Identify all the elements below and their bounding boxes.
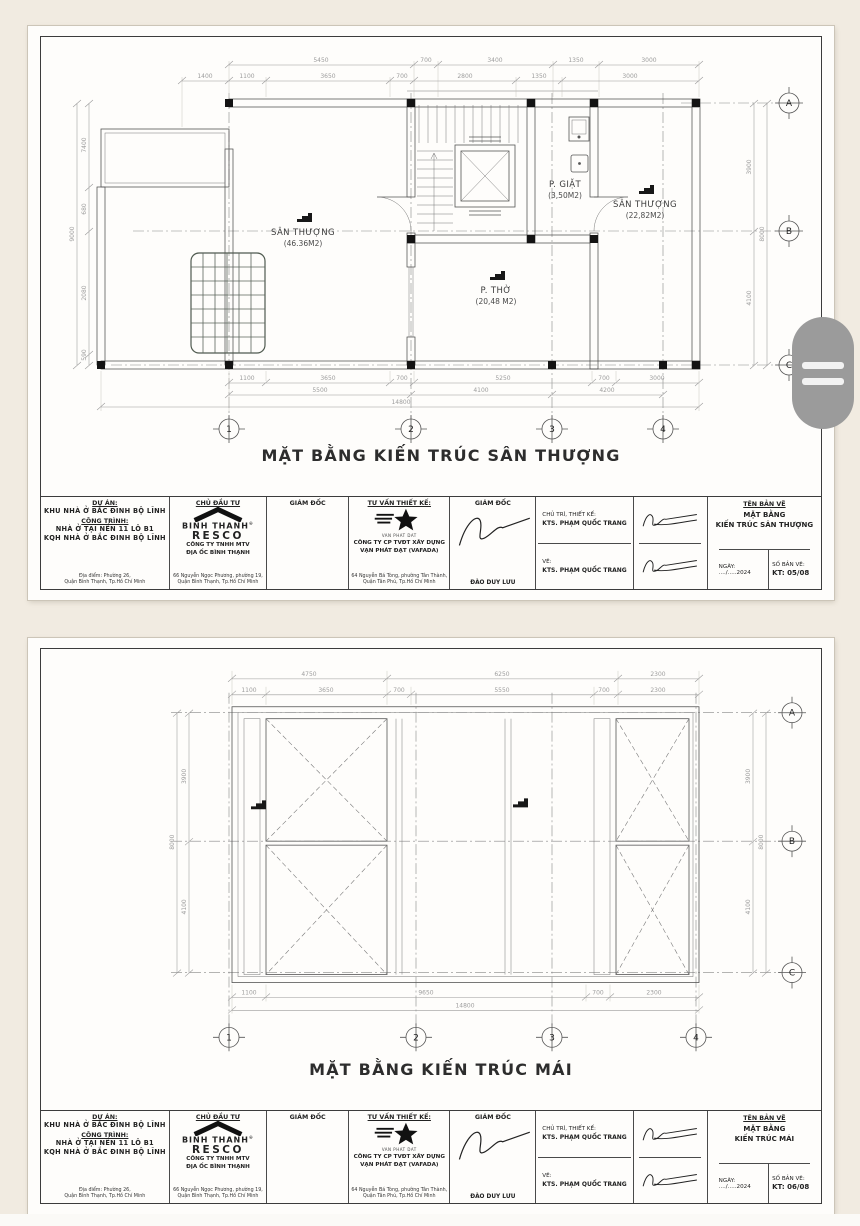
columns	[97, 99, 700, 369]
site-line1: Địa điểm: Phường 26,	[78, 573, 131, 579]
svg-text:1350: 1350	[568, 57, 584, 64]
svg-text:1400: 1400	[197, 73, 213, 80]
svg-text:8000: 8000	[168, 834, 177, 850]
consultant-name2: VẠN PHÁT ĐẠT (VAFADA)	[360, 547, 439, 554]
consultant-addr2: Quận Tân Phú, Tp.Hồ Chí Minh	[362, 579, 436, 585]
director-signed-cell	[450, 497, 536, 589]
room-area: (3,50M2)	[548, 191, 582, 200]
svg-text:4100: 4100	[180, 899, 189, 915]
sheetinfo-cell	[708, 497, 821, 589]
drag-handle-bar	[802, 362, 844, 369]
door-swing-terrace	[377, 197, 411, 231]
svg-text:14800: 14800	[391, 399, 411, 406]
director-label: GIÁM ĐỐC	[289, 500, 326, 507]
lead-label: CHỦ TRÌ, THIẾT KẾ:	[542, 512, 596, 519]
binh-thanh-roof-logo-icon	[189, 507, 247, 522]
grid-bubble-4	[647, 415, 679, 443]
grid-bubble-C	[778, 957, 806, 989]
sheet-name-line1: MẶT BẰNG	[743, 511, 786, 519]
consultant-addr1: 64 Nguyễn Bá Tòng, phường Tân Thành,	[351, 1187, 448, 1193]
number-label: SỐ BẢN VẼ:	[772, 1176, 805, 1182]
investor-label: CHỦ ĐẦU TƯ	[195, 1114, 241, 1121]
sheetinfo-cell	[708, 1111, 821, 1203]
investor-label: CHỦ ĐẦU TƯ	[195, 500, 241, 507]
investor-addr1: 66 Nguyễn Ngọc Phương, phường 19,	[173, 573, 263, 579]
project-cell	[41, 497, 170, 589]
site-line2: Quận Bình Thạnh, Tp.Hồ Chí Minh	[64, 1193, 146, 1199]
svg-text:3650: 3650	[320, 73, 336, 80]
grid-lines	[111, 93, 779, 419]
room-label: P. GIẶT	[548, 180, 582, 190]
work-name1: NHÀ Ở TẠI NỀN 11 LÔ B1	[55, 524, 154, 533]
date-label: NGÀY: ..../.....2024	[718, 563, 751, 576]
railing	[101, 129, 229, 187]
lead-name: KTS. PHẠM QUỐC TRANG	[542, 1134, 627, 1142]
project-name: KHU NHÀ Ở BẮC ĐINH BỘ LĨNH	[43, 1121, 166, 1129]
drawer-name: KTS. PHẠM QUỐC TRANG	[542, 1180, 627, 1188]
designer-cell	[536, 1111, 634, 1203]
work-name1: NHÀ Ở TẠI NỀN 11 LÔ B1	[55, 1138, 154, 1147]
grid-bubble-1	[213, 1023, 245, 1051]
svg-text:4200: 4200	[599, 387, 615, 394]
lead-label: CHỦ TRÌ, THIẾT KẾ:	[542, 1126, 596, 1133]
level-markers	[245, 798, 528, 809]
svg-text:700: 700	[393, 686, 405, 694]
dimension-lines	[169, 671, 770, 1014]
sheet-border-frame	[40, 648, 822, 1204]
room-area: (22,82M2)	[625, 211, 665, 220]
svg-text:3650: 3650	[318, 686, 334, 694]
washing-machine-icon	[569, 117, 589, 141]
designer-cell	[536, 497, 634, 589]
svg-text:1100: 1100	[239, 375, 255, 382]
svg-text:3900: 3900	[746, 159, 753, 175]
svg-text:1100: 1100	[241, 686, 257, 694]
sink-icon	[571, 155, 588, 172]
project-label: DỰ ÁN:	[92, 1114, 118, 1121]
drawer-name: KTS. PHẠM QUỐC TRANG	[542, 566, 627, 574]
grid-bubble-2	[400, 1023, 432, 1051]
svg-text:3650: 3650	[320, 375, 336, 382]
svg-text:2: 2	[413, 1033, 419, 1044]
work-name2: KQH NHÀ Ở BẮC ĐINH BỘ LĨNH	[43, 1147, 166, 1156]
svg-text:1: 1	[226, 1033, 232, 1044]
roof-x-panels	[266, 719, 689, 975]
svg-text:3: 3	[549, 1033, 555, 1044]
svg-text:4: 4	[660, 425, 666, 435]
consultant-name1: CÔNG TY CP TVĐT XÂY DỰNG	[353, 1154, 445, 1160]
architect-signature	[639, 1166, 701, 1194]
consultant-cell	[349, 1111, 450, 1203]
investor-cell	[170, 497, 268, 589]
investor-name1: CÔNG TY TNHH MTV	[186, 542, 250, 549]
grid-lines	[168, 693, 781, 1028]
director2-label: GIÁM ĐỐC	[474, 500, 511, 507]
svg-text:3900: 3900	[180, 768, 189, 785]
staircase	[417, 105, 518, 231]
director-label: GIÁM ĐỐC	[289, 1114, 326, 1121]
svg-text:3000: 3000	[641, 57, 657, 64]
architect-signature	[639, 1120, 701, 1148]
svg-text:680: 680	[81, 203, 88, 215]
svg-text:5250: 5250	[495, 375, 511, 382]
svg-text:A: A	[788, 708, 796, 719]
svg-text:700: 700	[396, 73, 408, 80]
investor-addr1: 66 Nguyễn Ngọc Phương, phường 19,	[173, 1187, 263, 1193]
lead-name: KTS. PHẠM QUỐC TRANG	[542, 520, 627, 528]
sheet-border-frame	[40, 36, 822, 590]
investor-brand2: RESCO	[191, 1143, 244, 1156]
director-signature	[453, 1121, 533, 1169]
room-area: (46.36M2)	[283, 239, 323, 248]
director-signed-cell	[450, 1111, 536, 1203]
drag-handle[interactable]	[792, 317, 854, 429]
number-label: SỐ BẢN VẼ:	[772, 562, 805, 568]
svg-text:8000: 8000	[757, 834, 766, 850]
architect-signature	[639, 552, 701, 580]
svg-text:700: 700	[598, 686, 610, 694]
svg-text:3000: 3000	[622, 73, 638, 80]
grid-bubbles	[213, 697, 806, 1051]
work-name2: KQH NHÀ Ở BẮC ĐINH BỘ LĨNH	[43, 533, 166, 542]
terrace-plan-drawing	[41, 37, 821, 497]
level-marker-icon	[291, 213, 312, 222]
director-signature	[453, 507, 533, 555]
pergola-grid	[191, 253, 265, 353]
elevator-shaft	[455, 137, 515, 215]
svg-text:5500: 5500	[312, 387, 328, 394]
consultant-addr1: 64 Nguyễn Bá Tòng, phường Tân Thành,	[351, 573, 448, 579]
drawer-label: VẼ:	[542, 558, 552, 565]
consultant-label: TƯ VẤN THIẾT KẾ:	[367, 500, 431, 507]
sheet-number-cell	[768, 1164, 810, 1203]
room-label: P. THỜ	[480, 286, 512, 296]
svg-text:9000: 9000	[69, 226, 76, 242]
grid-bubble-B	[775, 215, 803, 247]
dimension-lines	[69, 57, 771, 411]
sheetname-label: TÊN BẢN VẼ	[743, 1115, 786, 1122]
sheet-name-line1: MẶT BẰNG	[743, 1125, 786, 1133]
consultant-addr2: Quận Tân Phú, Tp.Hồ Chí Minh	[362, 1193, 436, 1199]
signature-cell	[634, 1111, 708, 1203]
site-line2: Quận Bình Thạnh, Tp.Hồ Chí Minh	[64, 579, 146, 585]
drawing-sheet-terrace	[28, 26, 834, 600]
work-label: CÔNG TRÌNH:	[81, 1131, 129, 1139]
svg-text:A: A	[785, 99, 793, 109]
date-label: NGÀY: ..../.....2024	[718, 1177, 751, 1190]
sheet-name-line2: KIẾN TRÚC MÁI	[734, 1135, 795, 1143]
grid-bubble-3	[536, 1023, 568, 1051]
work-label: CÔNG TRÌNH:	[81, 517, 129, 525]
project-name: KHU NHÀ Ở BẮC ĐINH BỘ LĨNH	[43, 507, 166, 515]
investor-brand1: BINH THANH®	[181, 1135, 254, 1145]
grid-bubble-2	[395, 415, 427, 443]
svg-text:2800: 2800	[457, 73, 473, 80]
svg-text:5450: 5450	[313, 57, 329, 64]
svg-text:3: 3	[549, 425, 555, 435]
sheet-number-cell	[768, 550, 810, 589]
room-area: (20,48 M2)	[475, 297, 517, 306]
svg-text:3000: 3000	[649, 375, 665, 382]
svg-text:8000: 8000	[759, 226, 766, 242]
plan-title: MẶT BẰNG KIẾN TRÚC MÁI	[309, 1060, 573, 1080]
grid-bubble-1	[213, 415, 245, 443]
svg-text:5550: 5550	[494, 686, 510, 694]
investor-addr2: Quận Bình Thạnh, Tp.Hồ Chí Minh	[177, 1193, 259, 1199]
walls	[97, 91, 700, 369]
invest-name1: CÔNG TY TNHH MTV	[186, 1156, 250, 1163]
investor-brand2: RESCO	[191, 529, 244, 542]
plan-title: MẶT BẰNG KIẾN TRÚC SÂN THƯỢNG	[261, 446, 621, 465]
sheet-number: KT: 06/08	[772, 1183, 810, 1191]
level-marker-icon	[507, 798, 528, 807]
level-marker-icon	[245, 800, 266, 809]
binh-thanh-roof-logo-icon	[189, 1121, 247, 1136]
grid-bubble-A	[778, 697, 806, 729]
svg-text:4100: 4100	[744, 899, 753, 915]
sheet-name-line2: KIẾN TRÚC SÂN THƯỢNG	[715, 521, 814, 529]
title-block	[41, 496, 821, 589]
svg-text:2300: 2300	[650, 670, 666, 678]
svg-text:1100: 1100	[241, 989, 257, 997]
director2-name: ĐÀO DUY LƯU	[470, 580, 516, 586]
svg-text:1100: 1100	[239, 73, 255, 80]
sheet-number: KT: 05/08	[772, 569, 810, 577]
level-marker-icon	[633, 185, 654, 194]
architect-signature	[639, 506, 701, 534]
svg-text:2300: 2300	[646, 989, 662, 997]
grid-bubble-3	[536, 415, 568, 443]
consultant-name2: VẠN PHÁT ĐẠT (VAFADA)	[360, 1161, 439, 1168]
svg-text:6250: 6250	[494, 670, 510, 678]
svg-text:4100: 4100	[473, 387, 489, 394]
project-cell	[41, 1111, 170, 1203]
title-block	[41, 1110, 821, 1203]
director-cell-empty	[267, 497, 349, 589]
svg-text:4: 4	[693, 1033, 699, 1044]
roof-plan-svg	[41, 649, 821, 1111]
roof-outline	[232, 707, 699, 983]
grid-bubbles	[213, 87, 803, 443]
project-label: DỰ ÁN:	[92, 500, 118, 507]
investor-addr2: Quận Bình Thạnh, Tp.Hồ Chí Minh	[177, 579, 259, 585]
grid-bubble-4	[680, 1023, 712, 1051]
svg-text:B: B	[788, 837, 796, 848]
investor-cell	[170, 1111, 268, 1203]
terrace-plan-svg	[41, 37, 821, 497]
site-line1: Địa điểm: Phường 26,	[78, 1187, 131, 1193]
signature-cell	[634, 497, 708, 589]
svg-text:4100: 4100	[746, 290, 753, 306]
consultant-caption: VAN PHAT DAT	[381, 533, 417, 538]
registered-mark: ®	[248, 521, 254, 526]
room-label: SÂN THƯỢNG	[612, 200, 678, 210]
svg-text:1350: 1350	[531, 73, 547, 80]
consultant-name1: CÔNG TY CP TVĐT XÂY DỰNG	[353, 540, 445, 546]
investor-brand1: BINH THANH®	[181, 521, 254, 531]
investor-name2: ĐỊA ỐC BÌNH THẠNH	[186, 1163, 250, 1170]
grid-bubble-A	[775, 87, 803, 119]
roof-plan-drawing	[41, 649, 821, 1111]
svg-text:2: 2	[408, 425, 414, 435]
consultant-cell	[349, 497, 450, 589]
drawer-label: VẼ:	[542, 1172, 552, 1179]
svg-text:700: 700	[592, 989, 604, 997]
svg-text:14800: 14800	[455, 1002, 475, 1010]
svg-text:700: 700	[396, 375, 408, 382]
svg-text:2080: 2080	[81, 285, 88, 301]
vafada-star-logo-icon	[372, 1121, 426, 1147]
room-label: SÂN THƯỢNG	[270, 228, 336, 238]
sheetname-label: TÊN BẢN VẼ	[743, 501, 786, 508]
svg-text:9650: 9650	[418, 989, 434, 997]
svg-text:7400: 7400	[81, 137, 88, 153]
director2-name: ĐÀO DUY LƯU	[470, 1194, 516, 1200]
page-bottom-strip	[0, 1214, 860, 1226]
level-marker-icon	[484, 271, 505, 280]
director2-label: GIÁM ĐỐC	[474, 1114, 511, 1121]
svg-text:4750: 4750	[301, 670, 317, 678]
svg-text:C: C	[788, 968, 796, 979]
svg-text:3900: 3900	[744, 768, 753, 785]
svg-text:1: 1	[226, 425, 232, 435]
svg-text:2300: 2300	[650, 686, 666, 694]
registered-mark: ®	[248, 1135, 254, 1140]
svg-text:700: 700	[598, 375, 610, 382]
drag-handle-bar	[802, 378, 844, 385]
investor-name2: ĐỊA ỐC BÌNH THẠNH	[186, 549, 250, 556]
drawing-sheet-roof	[28, 638, 834, 1214]
svg-text:3400: 3400	[487, 57, 503, 64]
grid-bubble-B	[778, 825, 806, 857]
svg-text:590: 590	[81, 349, 88, 361]
director-cell-empty	[267, 1111, 349, 1203]
svg-text:C: C	[785, 361, 793, 371]
svg-text:700: 700	[420, 57, 432, 64]
vafada-star-logo-icon	[372, 507, 426, 533]
svg-text:B: B	[785, 227, 793, 237]
consultant-label: TƯ VẤN THIẾT KẾ:	[367, 1114, 431, 1121]
consultant-caption: VAN PHAT DAT	[381, 1147, 417, 1152]
